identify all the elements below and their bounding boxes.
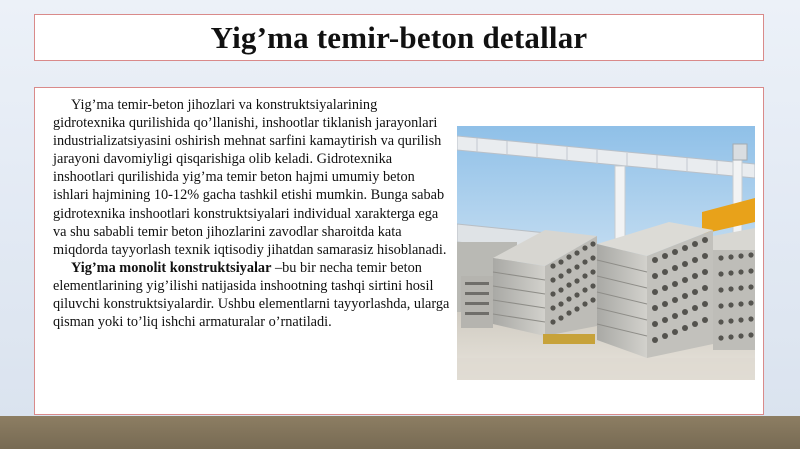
title-box — [34, 14, 764, 61]
paragraph-2 — [53, 259, 453, 331]
paragraph-1: Yig’ma temir-beton jihozlari va konstruktsiyalarining gidrotexnika qurilishida qo’llanishi, inshootlar tiklanish jarayonlari industrializatsiyasini oshirish mehnat sarfini kamaytirish va qurilish jarayoni davomiyligi qisqarishiga olib keladi. Gidrotexnika inshootlari qurilishida yig’ma temir beton hajmi umumiy beton ishlari hajmining 10-12% gacha tashkil etishi mumkin. Bunga sabab gidrotexnika inshootlari konstruktsiyalari individual xarakterga ega va shu sababli temir beton jihozlarini zavodlar sharoitda kata miqdorda tayyorlash texnik iqtisodiy jihatdan samarasiz hisoblanadi. — [53, 97, 447, 258]
content-box — [34, 87, 764, 415]
precast-slabs-photo — [457, 126, 755, 380]
paragraph-2-rest: –bu bir necha temir beton elementlarining yig’ilishi natijasida inshootning tashqi sirtini hosil qiluvchi konstruktsiyalardir. Ushbu elementlarni tayyorlashda, ularga qisman yoki to’liq ishchi armaturalar o’rnatiladi. — [53, 259, 450, 331]
slab-stack-right — [713, 228, 755, 350]
slide-title: Yig’ma temir-beton detallar — [210, 19, 588, 55]
paragraph-2-term: Yig’ma monolit konstruktsiyalar — [71, 259, 272, 276]
slab-stack-far — [461, 276, 493, 328]
slab-stack-center — [597, 222, 713, 358]
floor-band — [0, 416, 800, 449]
body-text — [53, 96, 453, 331]
